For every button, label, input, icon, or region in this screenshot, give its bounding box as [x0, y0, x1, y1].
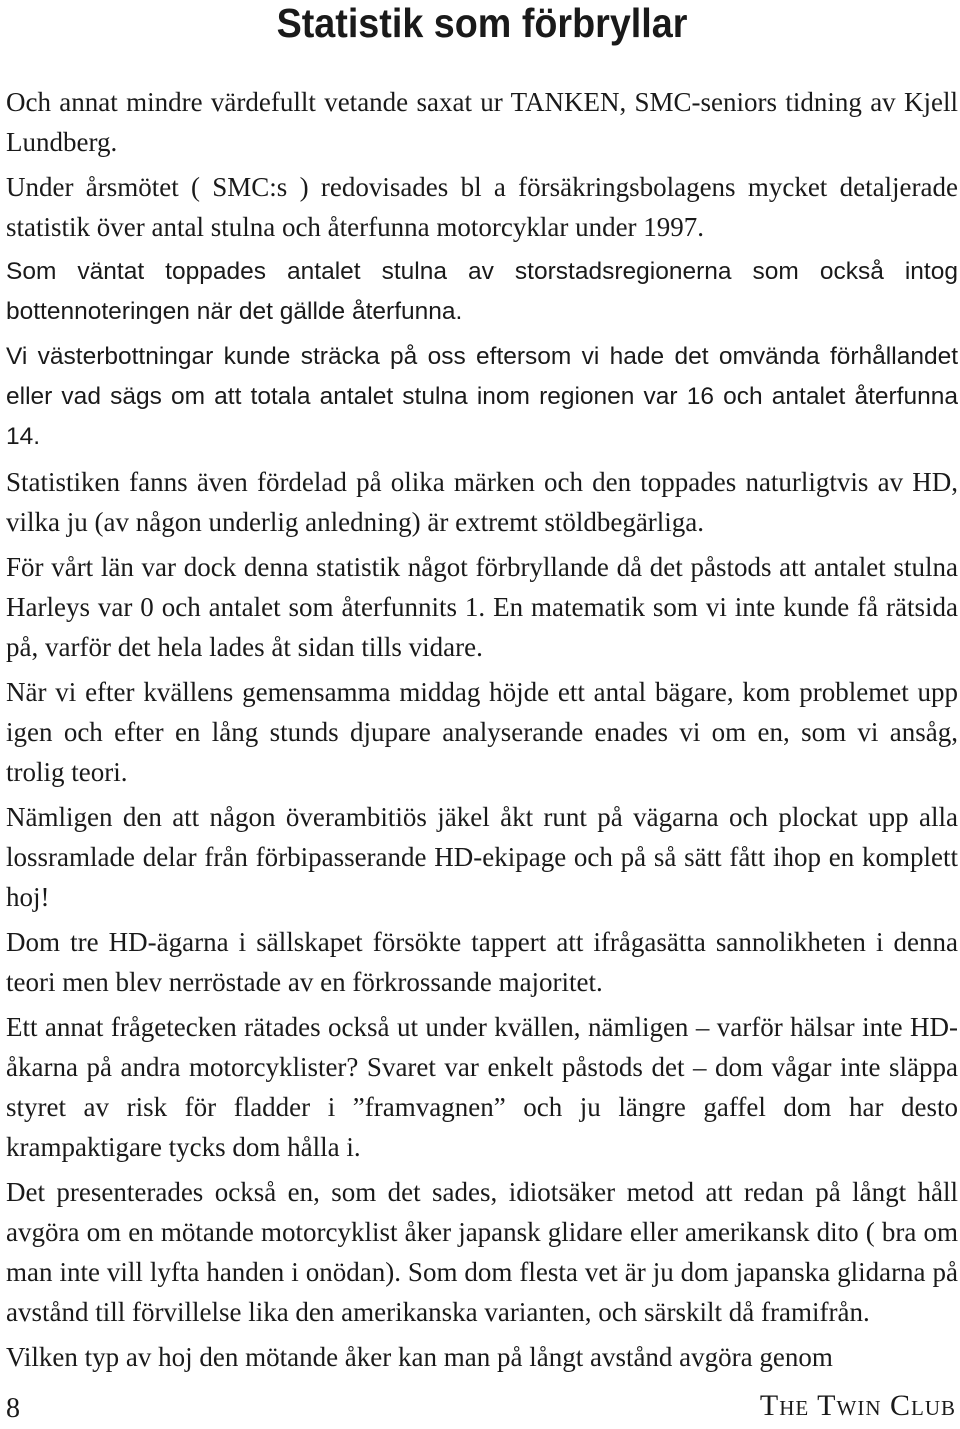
publication-name: The Twin Club [759, 1389, 956, 1422]
paragraph-continuation: Vilken typ av hoj den mötande åker kan man på långt avstånd avgöra genom [6, 1342, 833, 1372]
paragraph-method: Det presenterades också en, som det sades, idiotsäker metod att redan på långt håll avgöra om en mötande motorcyklist åker japansk glidare eller amerikansk dito ( bra om man inte vill lyfta handen i onödan). Som dom flesta vet är ju dom japanska glidarna på avstånd till förvillelse lika den amerikanska varianten, och särskilt då framifrån. [6, 1177, 958, 1327]
paragraph-metro-regions: Som väntat toppades antalet stulna av storstadsregionerna som också intog bottennoteringen när det gällde återfunna. [6, 258, 958, 325]
paragraph-dinner-theory: När vi efter kvällens gemensamma middag höjde ett antal bägare, kom problemet upp igen och efter en lång stunds djupare analyserande enades vi om en, som vi ansåg, trolig teori. [6, 677, 958, 787]
paragraph-hd-owners: Dom tre HD-ägarna i sällskapet försökte tappert att ifrågasätta sannolikheten i denna teori men blev nerröstade av en förkrossande majoritet. [6, 927, 958, 997]
paragraph-annual-meeting: Under årsmötet ( SMC:s ) redovisades bl a försäkringsbolagens mycket detaljerade statistik över antal stulna och återfunna motorcyklar under 1997. [6, 172, 958, 242]
paragraph-collector-theory: Nämligen den att någon överambitiös jäkel åkt runt på vägarna och plockat upp alla lossramlade delar från förbipasserande HD-ekipage och på så sätt fått ihop en komplett hoj! [6, 802, 958, 912]
paragraph-brands: Statistiken fanns även fördelad på olika märken och den toppades naturligtvis av HD, vilka ju (av någon underlig anledning) är extremt stöldbegärliga. [6, 467, 958, 537]
page-number: 8 [6, 1393, 20, 1424]
paragraph-intro: Och annat mindre värdefullt vetande saxat ur TANKEN, SMC-seniors tidning av Kjell Lundberg. [6, 87, 958, 157]
paragraph-vasterbotten: Vi västerbottningar kunde sträcka på oss eftersom vi hade det omvända förhållandet eller vad sägs om att totala antalet stulna inom regionen var 16 och antalet återfunna 14. [6, 343, 958, 450]
paragraph-greeting-question: Ett annat frågetecken rätades också ut under kvällen, nämligen – varför hälsar inte HD-åkarna på andra motorcyklister? Svaret var enkelt påstods det – dom vågar inte släppa styret av risk för fladder i ”framvagnen” och ju längre gaffel dom har desto krampaktigare tycks dom hålla i. [6, 1012, 958, 1162]
article-page [6, 0, 958, 1372]
article-title: Statistik som förbryllar [276, 0, 688, 46]
article-body [6, 82, 958, 1382]
paragraph-harley-statistics: För vårt län var dock denna statistik något förbryllande då det påstods att antalet stulna Harleys var 0 och antalet som återfunnits 1. En matematik som vi inte kunde få rätsida på, varför det hela lades åt sidan tills vidare. [6, 552, 958, 662]
